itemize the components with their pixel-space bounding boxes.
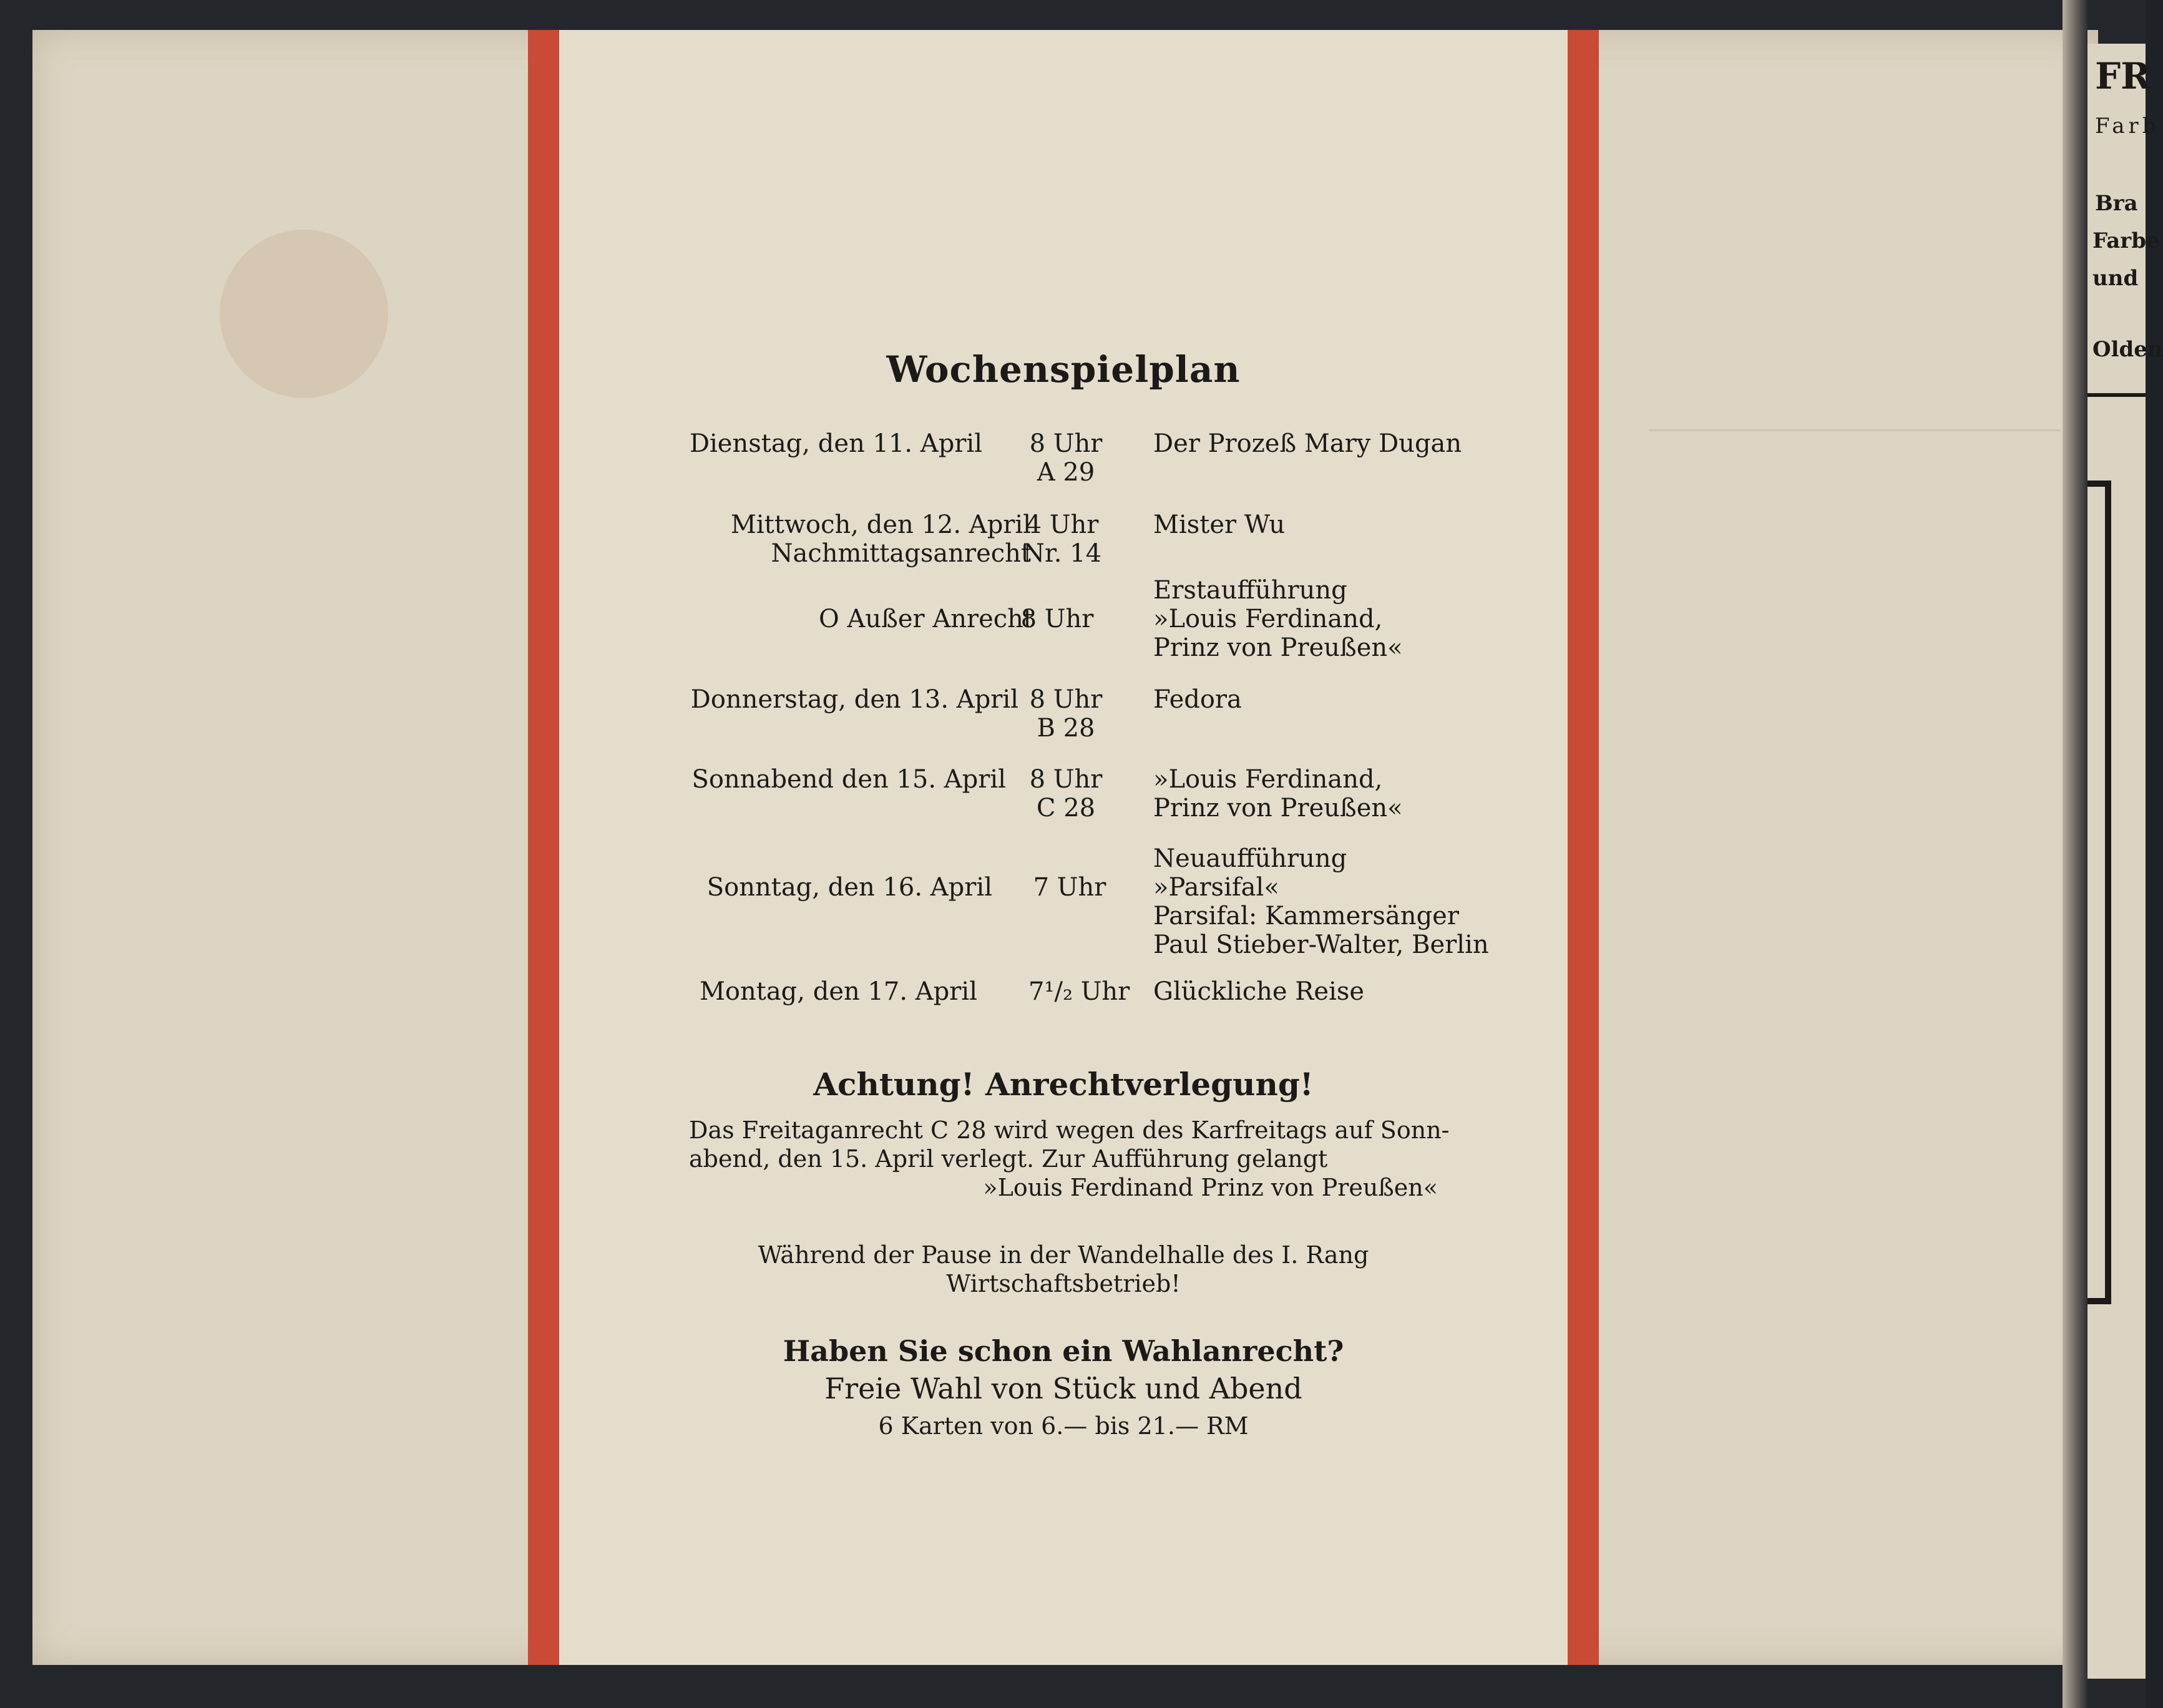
edge-fragment: Farb [2095,114,2160,139]
schedule-day [731,510,1031,568]
schedule-play [1153,844,1489,959]
schedule-play [1153,429,1462,458]
edge-fragment: FR [2095,55,2151,97]
schedule-time [1007,605,1107,633]
schedule-day-line: O Außer Anrecht [818,605,1033,633]
schedule-day [707,873,992,902]
schedule-time [1016,685,1116,743]
schedule-day-line: Nachmittagsanrecht [771,539,1031,568]
schedule-day [691,685,1018,714]
notice-line: »Louis Ferdinand Prinz von Preußen« [983,1174,1438,1201]
edge-fragment: und [2092,266,2139,291]
schedule-time-line: 8 Uhr [1020,605,1094,633]
schedule-day [700,977,977,1006]
schedule-time [1016,429,1116,487]
schedule-play-line: Prinz von Preußen« [1153,794,1403,822]
schedule-play [1153,576,1403,662]
schedule-play-line: Fedora [1153,685,1242,714]
edge-fragment: Farbe [2092,228,2160,253]
pause-line: Während der Pause in der Wandelhalle des I. Rang [758,1241,1369,1269]
schedule-day [692,765,1007,794]
schedule-play-line: Glückliche Reise [1153,977,1365,1006]
page-title: Wochenspielplan [886,348,1241,391]
schedule-play-line: Parsifal: Kammersänger [1153,902,1459,930]
schedule-play [1153,765,1403,822]
schedule-play-line: Neuaufführung [1153,844,1347,873]
schedule-day-line: Dienstag, den 11. April [689,429,982,458]
schedule-time-line: A 29 [1037,458,1095,487]
edge-rule [2087,393,2146,397]
notice-line: Das Freitaganrecht C 28 wird wegen des Karfreitags auf Sonn- [689,1116,1450,1144]
wahlanrecht-subtitle: Freie Wahl von Stück und Abend [824,1372,1302,1405]
schedule-time-line: 8 Uhr [1029,429,1103,458]
schedule-play-line: »Louis Ferdinand, [1153,765,1383,794]
ticket-prices: 6 Karten von 6.— bis 21.— RM [878,1412,1249,1440]
schedule-day-line: Sonnabend den 15. April [691,765,1006,794]
schedule-play-line: Mister Wu [1153,510,1286,539]
schedule-day-line: Sonntag, den 16. April [706,873,992,902]
pause-line: Wirtschaftsbetrieb! [946,1270,1181,1297]
red-border-right [1568,30,1599,1665]
schedule-time [1028,977,1128,1006]
schedule-play-line: Prinz von Preußen« [1153,633,1403,662]
notice-body [689,1116,1450,1202]
schedule-play-line: »Parsifal« [1153,873,1279,902]
schedule-time-line: C 28 [1036,794,1096,822]
schedule-time-line: Nr. 14 [1022,539,1102,568]
schedule-time-line: 7¹/₂ Uhr [1028,977,1130,1006]
schedule-day [690,429,982,458]
schedule-time [1016,765,1116,822]
schedule-day [819,605,1033,633]
schedule-play-line: Erstaufführung [1153,576,1347,605]
schedule-time-line: 7 Uhr [1033,873,1106,902]
edge-fragment: Olden [2092,337,2163,362]
wahlanrecht-question: Haben Sie schon ein Wahlanrecht? [783,1334,1344,1368]
edge-frame [2087,481,2111,1304]
schedule-time [1012,510,1112,568]
schedule-play [1153,977,1364,1006]
schedule-time-line: 4 Uhr [1025,510,1099,539]
notice-line: abend, den 15. April verlegt. Zur Aufführung gelangt [689,1145,1328,1173]
schedule-day-line: Montag, den 17. April [699,977,977,1006]
schedule-play [1153,510,1285,539]
schedule-time-line: B 28 [1037,714,1095,743]
notice-title: Achtung! Anrechtverlegung! [813,1066,1314,1103]
schedule-play-line: Paul Stieber-Walter, Berlin [1153,930,1489,959]
schedule-play [1153,685,1242,714]
pause-notice [559,1241,1568,1298]
edge-fragment: Bra [2095,191,2138,216]
binding-gutter [2063,0,2087,1708]
schedule-play-line: Der Prozeß Mary Dugan [1153,429,1462,458]
ghost-rule [1649,429,2061,431]
schedule-play-line: »Louis Ferdinand, [1153,605,1383,633]
schedule-day-line: Mittwoch, den 12. April [730,510,1031,539]
red-border-left [528,30,559,1665]
schedule-time-line: 8 Uhr [1029,765,1103,794]
schedule-time-line: 8 Uhr [1029,685,1103,714]
next-page-edge [2087,44,2163,1679]
schedule-day-line: Donnerstag, den 13. April [690,685,1018,714]
program-panel [559,30,1568,1665]
ghost-seal-shape [220,230,388,398]
schedule-time [1020,873,1120,902]
